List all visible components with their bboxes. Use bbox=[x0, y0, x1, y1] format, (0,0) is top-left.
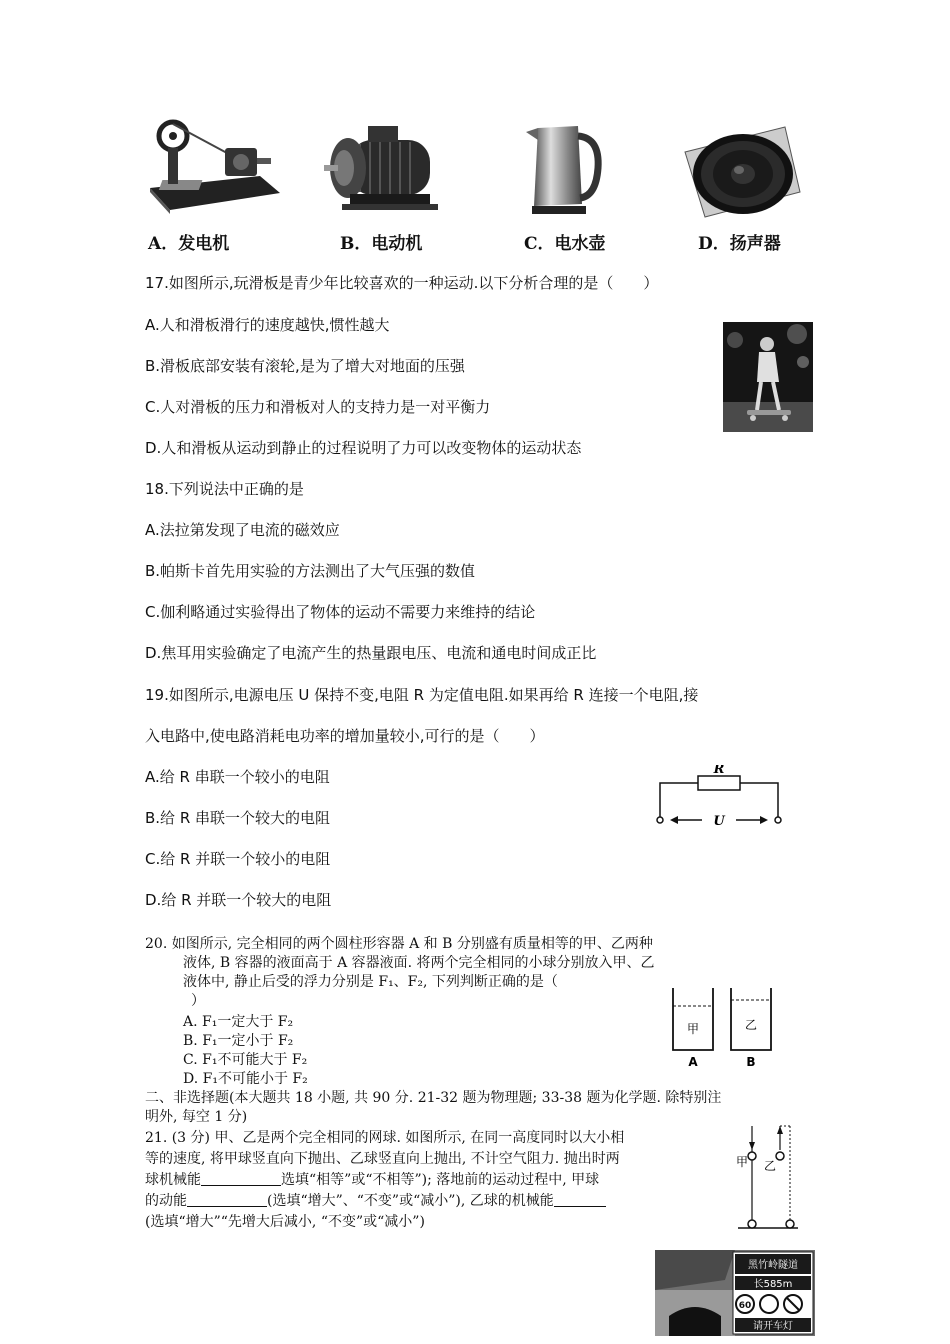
q18-option-c: C.伽利略通过实验得出了物体的运动不需要力来维持的结论 bbox=[145, 603, 536, 621]
q19-fig-u-label: U bbox=[713, 814, 725, 829]
q20-fig-a: A bbox=[688, 1055, 698, 1069]
q21-line3-prefix: 球机械能 bbox=[145, 1172, 201, 1188]
q19-fig-r-label: R bbox=[713, 765, 725, 777]
q20-fig-b: B bbox=[746, 1055, 756, 1069]
q20-stem-line3: 液体中, 静止后受的浮力分别是 F₁、F₂, 下列判断正确的是（ bbox=[183, 974, 558, 990]
q18-option-d: D.焦耳用实验确定了电流产生的热量跟电压、电流和通电时间成正比 bbox=[145, 644, 597, 662]
q19-option-d: D.给 R 并联一个较大的电阻 bbox=[145, 891, 332, 909]
choice-c-label: C．电水壶 bbox=[524, 234, 606, 254]
q20-fig-jia: 甲 bbox=[686, 1022, 700, 1036]
q21-stem-line5: (选填“增大”“先增大后减小, “不变”或“减小”) bbox=[145, 1214, 425, 1230]
q19-option-a: A.给 R 串联一个较小的电阻 bbox=[145, 768, 330, 786]
q20-option-d: D. F₁不可能小于 F₂ bbox=[183, 1071, 308, 1087]
electric-motor-image bbox=[320, 120, 450, 220]
q21-stem-line3 bbox=[145, 1169, 599, 1189]
q18-option-a: A.法拉第发现了电流的磁效应 bbox=[145, 521, 340, 539]
q19-option-b: B.给 R 串联一个较大的电阻 bbox=[145, 809, 331, 827]
q21-line4-suffix: (选填“增大”、“不变”或“减小”), 乙球的机械能 bbox=[267, 1193, 554, 1209]
q18-option-b: B.帕斯卡首先用实验的方法测出了大气压强的数值 bbox=[145, 562, 476, 580]
q21-balls-diagram bbox=[728, 1118, 803, 1238]
tunnel-sign-speed: 60 bbox=[738, 1301, 752, 1311]
q20-option-a: A. F₁一定大于 F₂ bbox=[183, 1014, 294, 1030]
q20-stem-line4: ） bbox=[191, 993, 205, 1009]
loudspeaker-image bbox=[675, 122, 805, 222]
q17-option-b: B.滑板底部安装有滚轮,是为了增大对地面的压强 bbox=[145, 357, 465, 375]
q21-stem-line2: 等的速度, 将甲球竖直向下抛出、乙球竖直向上抛出, 不计空气阻力. 抛出时两 bbox=[145, 1151, 620, 1167]
q21-fig-yi: 乙 bbox=[764, 1159, 777, 1173]
q20-option-c: C. F₁不可能大于 F₂ bbox=[183, 1052, 308, 1068]
q19-stem-line1: 19.如图所示,电源电压 U 保持不变,电阻 R 为定值电阻.如果再给 R 连接一个电阻,接 bbox=[145, 686, 699, 704]
q21-blank-3[interactable] bbox=[554, 1192, 606, 1207]
q21-blank-2[interactable] bbox=[187, 1192, 267, 1207]
q21-blank-1[interactable] bbox=[201, 1171, 281, 1186]
electric-kettle-image bbox=[520, 118, 610, 218]
choice-a-label: A．发电机 bbox=[148, 234, 230, 254]
tunnel-sign-lights: 请开车灯 bbox=[753, 1321, 793, 1332]
choice-b-label: B．电动机 bbox=[340, 234, 423, 254]
skateboard-photo bbox=[723, 322, 813, 432]
q19-option-c: C.给 R 并联一个较小的电阻 bbox=[145, 850, 331, 868]
q20-containers-diagram bbox=[665, 980, 780, 1070]
q21-stem-line1: 21. (3 分) 甲、乙是两个完全相同的网球. 如图所示, 在同一高度同时以大小相 bbox=[145, 1130, 625, 1146]
q17-option-d: D.人和滑板从运动到静止的过程说明了力可以改变物体的运动状态 bbox=[145, 439, 582, 457]
q20-fig-yi: 乙 bbox=[744, 1018, 758, 1032]
tunnel-sign-length: 长585m bbox=[753, 1279, 793, 1290]
q21-stem-line4 bbox=[145, 1190, 606, 1210]
q19-stem-line2: 入电路中,使电路消耗电功率的增加量较小,可行的是（ ） bbox=[145, 727, 545, 745]
generator-image bbox=[145, 118, 285, 218]
q17-option-c: C.人对滑板的压力和滑板对人的支持力是一对平衡力 bbox=[145, 398, 491, 416]
tunnel-photo bbox=[655, 1250, 815, 1336]
q20-stem-line2: 液体, B 容器的液面高于 A 容器液面. 将两个完全相同的小球分别放入甲、乙 bbox=[183, 955, 655, 971]
choice-d-label: D．扬声器 bbox=[698, 234, 781, 254]
section2-heading-line1: 二、非选择题(本大题共 18 小题, 共 90 分. 21-32 题为物理题; 33-38 题为化学题. 除特别注 bbox=[145, 1090, 722, 1106]
q21-line4-prefix: 的动能 bbox=[145, 1193, 187, 1209]
q20-stem-line1: 20. 如图所示, 完全相同的两个圆柱形容器 A 和 B 分别盛有质量相等的甲、乙两种 bbox=[145, 936, 653, 952]
q21-fig-jia: 甲 bbox=[736, 1155, 749, 1169]
q19-circuit-diagram bbox=[650, 765, 790, 835]
tunnel-sign-name: 黑竹岭隧道 bbox=[748, 1260, 798, 1271]
q20-option-b: B. F₁一定小于 F₂ bbox=[183, 1033, 294, 1049]
section2-heading-line2: 明外, 每空 1 分) bbox=[145, 1109, 248, 1125]
q17-option-a: A.人和滑板滑行的速度越快,惯性越大 bbox=[145, 316, 390, 334]
q17-stem: 17.如图所示,玩滑板是青少年比较喜欢的一种运动.以下分析合理的是（ ） bbox=[145, 274, 659, 292]
q21-line3-suffix: 选填“相等”或“不相等”); 落地前的运动过程中, 甲球 bbox=[281, 1172, 600, 1188]
q18-stem: 18.下列说法中正确的是 bbox=[145, 480, 304, 498]
